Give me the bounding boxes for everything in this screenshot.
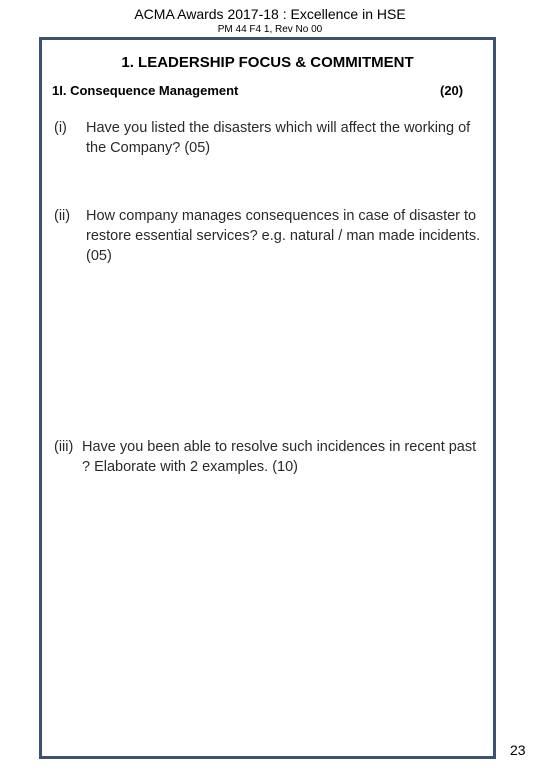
question-2 bbox=[54, 206, 484, 266]
question-3 bbox=[54, 437, 484, 477]
question-2-text: How company manages consequences in case of disaster to restore essential services? e.g. natural / man made incidents. (05) bbox=[86, 208, 481, 264]
header-subtitle: PM 44 F4 1, Rev No 00 bbox=[217, 24, 323, 35]
question-1-number: (i) bbox=[54, 120, 67, 136]
sub-heading-marks: (20) bbox=[440, 83, 464, 98]
question-3-number: (iii) bbox=[54, 439, 74, 455]
sub-heading: 1I. Consequence Management bbox=[52, 83, 239, 98]
question-1-text: Have you listed the disasters which will affect the working of the Company? (05) bbox=[86, 120, 471, 156]
question-3-text: Have you been able to resolve such incidences in recent past ? Elaborate with 2 examples. (10) bbox=[82, 439, 477, 475]
section-title: 1. LEADERSHIP FOCUS & COMMITMENT bbox=[121, 54, 414, 71]
question-1 bbox=[54, 118, 484, 158]
header-title: ACMA Awards 2017-18 : Excellence in HSE bbox=[134, 6, 406, 22]
question-2-number: (ii) bbox=[54, 208, 71, 224]
page-number: 23 bbox=[510, 742, 526, 758]
